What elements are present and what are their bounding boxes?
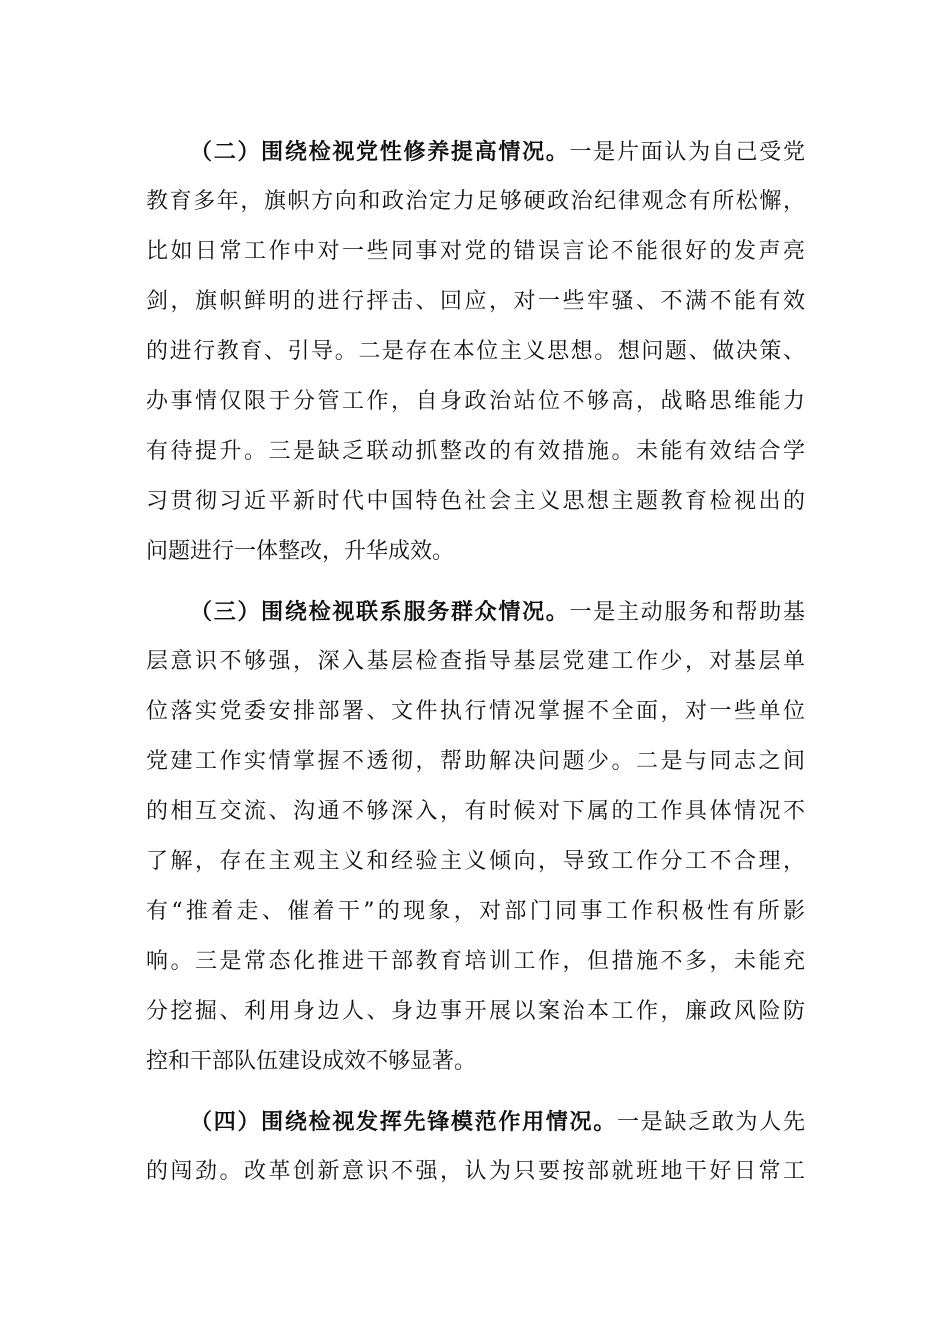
- paragraph-1-heading: （二）围绕检视党性修养提高情况。: [190, 139, 570, 165]
- paragraph-2-line-3: 位落实党委安排部署、文件执行情况掌握不全面，对一些单位: [146, 699, 805, 724]
- paragraph-vanguard-role: [146, 1097, 805, 1197]
- paragraph-3-line-1-text: 一是缺乏敢为人先: [616, 1110, 805, 1135]
- paragraph-1-line-6: 办事情仅限于分管工作，自身政治站位不够高，战略思维能力: [146, 389, 805, 414]
- paragraph-1-line-1: [146, 127, 805, 177]
- paragraph-1-line-7: 有待提升。三是缺乏联动抓整改的有效措施。未能有效结合学: [146, 439, 805, 464]
- paragraph-1-line-5: 的进行教育、引导。二是存在本位主义思想。想问题、做决策、: [146, 339, 805, 364]
- paragraph-2-line-9: 分挖掘、利用身边人、身边事开展以案治本工作，廉政风险防: [146, 999, 805, 1024]
- paragraph-party-spirit: [146, 127, 805, 577]
- paragraph-2-line-1-text: 一是主动服务和帮助基: [569, 600, 805, 625]
- paragraph-3-line-2: 的闯劲。改革创新意识不强，认为只要按部就班地干好日常工: [146, 1159, 805, 1184]
- paragraph-2-line-5: 的相互交流、沟通不够深入，有时候对下属的工作具体情况不: [146, 799, 805, 824]
- paragraph-2-line-10: 控和干部队伍建设成效不够显著。: [146, 1049, 477, 1074]
- paragraph-3-heading: （四）围绕检视发挥先锋模范作用情况。: [190, 1109, 617, 1135]
- paragraph-1-line-1-text: 一是片面认为自己受党: [569, 140, 805, 165]
- paragraph-1-line-2: 教育多年，旗帜方向和政治定力足够硬政治纪律观念有所松懈，: [146, 189, 805, 214]
- paragraph-2-line-2: 层意识不够强，深入基层检查指导基层党建工作少，对基层单: [146, 649, 805, 674]
- paragraph-serving-masses: [146, 587, 805, 1087]
- paragraph-3-line-1: [146, 1097, 805, 1147]
- document-body: [146, 127, 805, 1207]
- paragraph-2-line-7: 有“推着走、催着干”的现象，对部门同事工作积极性有所影: [146, 899, 805, 924]
- paragraph-2-line-6: 了解，存在主观主义和经验主义倾向，导致工作分工不合理，: [146, 849, 805, 874]
- paragraph-2-heading: （三）围绕检视联系服务群众情况。: [190, 599, 570, 625]
- paragraph-1-line-9: 问题进行一体整改，升华成效。: [146, 539, 455, 564]
- paragraph-1-line-3: 比如日常工作中对一些同事对党的错误言论不能很好的发声亮: [146, 239, 805, 264]
- paragraph-1-line-4: 剑，旗帜鲜明的进行抨击、回应，对一些牢骚、不满不能有效: [146, 289, 805, 314]
- paragraph-1-line-8: 习贯彻习近平新时代中国特色社会主义思想主题教育检视出的: [146, 489, 805, 514]
- paragraph-2-line-4: 党建工作实情掌握不透彻，帮助解决问题少。二是与同志之间: [146, 749, 805, 774]
- paragraph-2-line-1: [146, 587, 805, 637]
- paragraph-2-line-8: 响。三是常态化推进干部教育培训工作，但措施不多，未能充: [146, 949, 805, 974]
